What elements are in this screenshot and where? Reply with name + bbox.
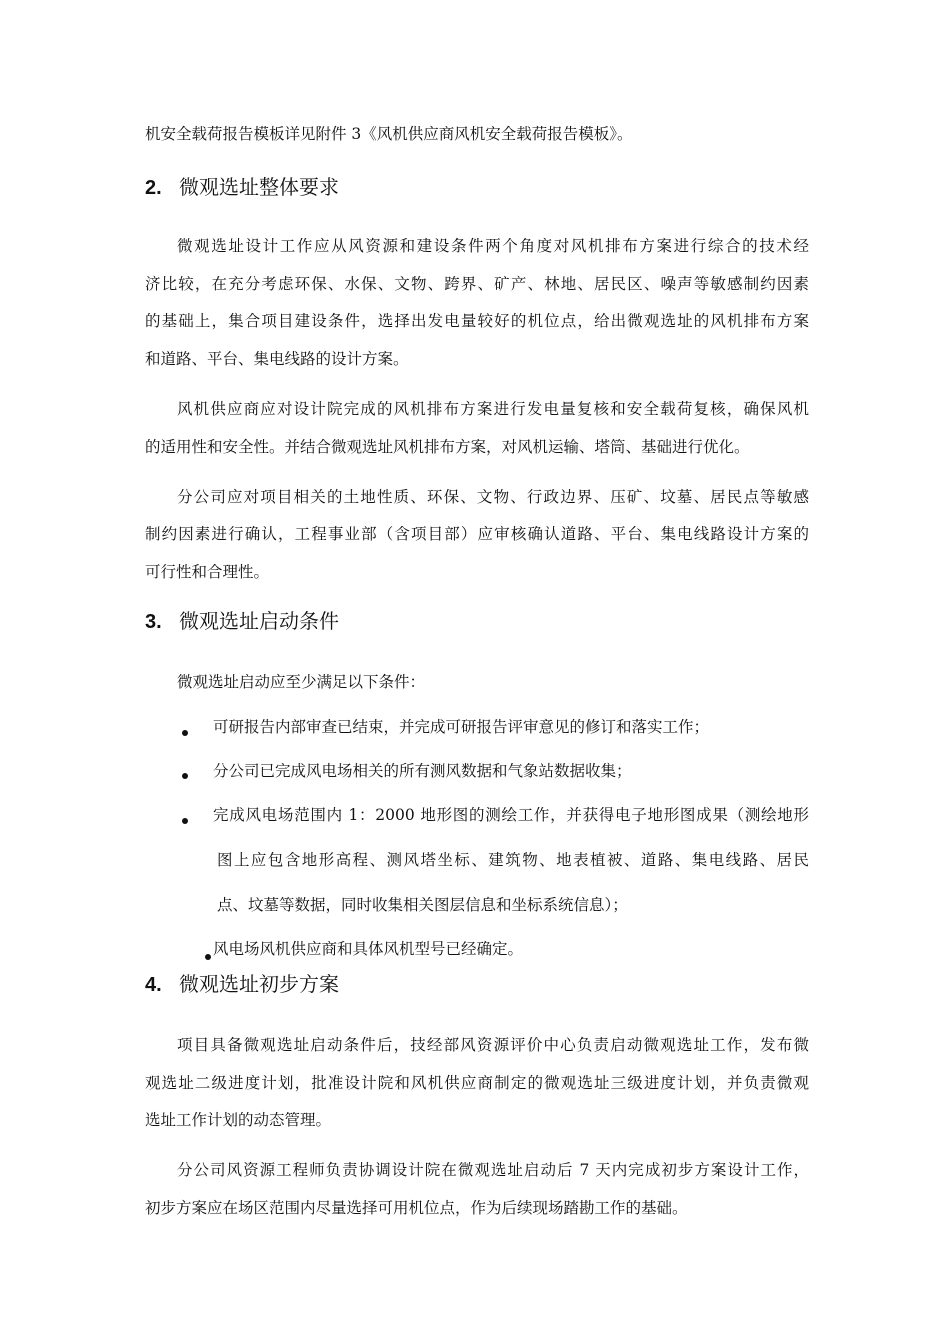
section-3-heading xyxy=(145,608,339,635)
section-3-number: 3. xyxy=(145,611,162,633)
section-2-p2-line-1: 风机供应商应对设计院完成的风机排布方案进行发电量复核和安全载荷复核，确保风机 xyxy=(177,400,809,418)
bullet-item-2: 分公司已完成风电场相关的所有测风数据和气象站数据收集； xyxy=(213,762,632,780)
intro-tail-text: 机安全载荷报告模板详见附件 3《风机供应商风机安全载荷报告模板》。 xyxy=(145,125,633,143)
section-2-p1-line-4: 和道路、平台、集电线路的设计方案。 xyxy=(145,350,409,368)
bullet-item-3-line-3: 点、坟墓等数据，同时收集相关图层信息和坐标系统信息）； xyxy=(217,896,628,914)
bullet-dot-3 xyxy=(182,818,188,824)
section-3-title: 微观选址启动条件 xyxy=(179,609,339,633)
section-4-heading xyxy=(145,971,339,998)
section-2-p3-line-1: 分公司应对项目相关的土地性质、环保、文物、行政边界、压矿、坟墓、居民点等敏感 xyxy=(177,488,809,506)
bullet-item-3-line-1: 完成风电场范围内 1：2000 地形图的测绘工作，并获得电子地形图成果（测绘地形 xyxy=(213,806,809,824)
bullet-dot-4 xyxy=(205,954,211,960)
section-4-p2-line-1: 分公司风资源工程师负责协调设计院在微观选址启动后 7 天内完成初步方案设计工作， xyxy=(177,1161,809,1179)
section-4-number: 4. xyxy=(145,974,162,996)
section-4-p2-line-2: 初步方案应在场区范围内尽量选择可用机位点，作为后续现场踏勘工作的基础。 xyxy=(145,1199,688,1217)
bullet-item-1: 可研报告内部审查已结束，并完成可研报告评审意见的修订和落实工作； xyxy=(213,718,710,736)
bullet-item-4: 风电场风机供应商和具体风机型号已经确定。 xyxy=(213,940,524,958)
section-2-p3-line-2: 制约因素进行确认，工程事业部（含项目部）应审核确认道路、平台、集电线路设计方案的 xyxy=(145,525,809,543)
bullet-dot-1 xyxy=(182,730,188,736)
bullet-item-3-line-2: 图上应包含地形高程、测风塔坐标、建筑物、地表植被、道路、集电线路、居民 xyxy=(217,851,809,869)
section-3-lead: 微观选址启动应至少满足以下条件： xyxy=(177,673,426,691)
section-2-p1-line-3: 的基础上，集合项目建设条件，选择出发电量较好的机位点，给出微观选址的风机排布方案 xyxy=(145,312,809,330)
section-2-heading xyxy=(145,174,339,201)
section-2-title: 微观选址整体要求 xyxy=(179,175,339,199)
section-2-p2-line-2: 的适用性和安全性。并结合微观选址风机排布方案，对风机运输、塔筒、基础进行优化。 xyxy=(145,438,750,456)
section-4-p1-line-3: 选址工作计划的动态管理。 xyxy=(145,1111,332,1129)
section-2-p1-line-2: 济比较，在充分考虑环保、水保、文物、跨界、矿产、林地、居民区、噪声等敏感制约因素 xyxy=(145,275,809,293)
section-2-p1-line-1: 微观选址设计工作应从风资源和建设条件两个角度对风机排布方案进行综合的技术经 xyxy=(177,237,809,255)
section-4-title: 微观选址初步方案 xyxy=(179,972,339,996)
section-4-p1-line-2: 观选址二级进度计划，批准设计院和风机供应商制定的微观选址三级进度计划，并负责微观 xyxy=(145,1074,809,1092)
section-2-number: 2. xyxy=(145,177,162,199)
section-4-p1-line-1: 项目具备微观选址启动条件后，技经部风资源评价中心负责启动微观选址工作，发布微 xyxy=(177,1036,809,1054)
bullet-dot-2 xyxy=(182,773,188,779)
section-2-p3-line-3: 可行性和合理性。 xyxy=(145,563,270,581)
